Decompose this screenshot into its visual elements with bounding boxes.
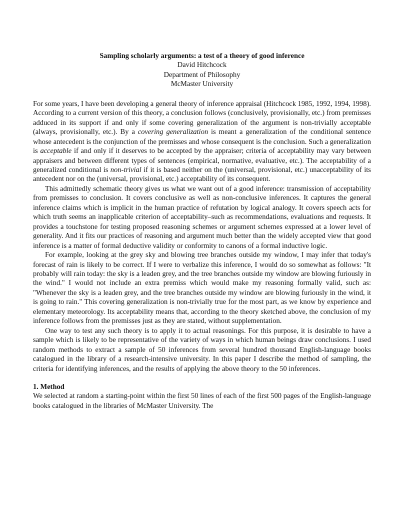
paragraph-2: This admittedly schematic theory gives us what we want out of a good inference: transmission of acceptability from premisses to conclusion. It covers conclusive as well as non-conclusive inferences. It captures the general inference claims which is implicit in the human practice of refutation by logical analogy. It covers speech acts for which truth seems an inapplicable criterion of acceptability–such as recommendations, evaluations and requests. It provides a touchstone for testing proposed reasoning schemes or argument schemes expressed at a lower level of generality. And it fits our practices of reasoning and argument much better than the widely accepted view that good inference is a matter of formal deductive validity or conformity to canons of a formal inductive logic.: [33, 184, 371, 250]
title-block: [33, 52, 371, 90]
method-paragraph: We selected at random a starting-point within the first 50 lines of each of the first 500 pages of the English-language books catalogued in the libraries of McMaster University. The: [33, 392, 371, 410]
section-heading-method: 1. Method: [33, 382, 65, 391]
term-covering-generalization: covering generalization: [137, 128, 209, 137]
author-name: David Hitchcock: [177, 61, 227, 70]
paragraph-1: [33, 100, 371, 185]
department: Department of Philosophy: [163, 70, 241, 79]
paper-title: Sampling scholarly arguments: a test of a theory of good inference: [99, 52, 305, 60]
term-acceptable: acceptable: [40, 147, 72, 156]
paragraph-4: One way to test any such theory is to apply it to actual reasonings. For this purpose, it is desirable to have a sample which is likely to be representative of the variety of ways in which human beings draw conclusions. I used random methods to extract a sample of 50 inferences from several hundred thousand English-language books catalogued in the library of a research-intensive university. In this paper I describe the method of sampling, the criteria for identifying inferences, and the results of applying the above theory to the 50 inferences.: [33, 326, 371, 373]
p1-part-g: if it is based neither on the (universal, provisional, etc.) unacceptability of its antecedent nor on the (universal, provisional, etc.) acceptability of its consequent.: [33, 165, 371, 184]
paper-page: [33, 52, 371, 411]
section-spacer: [33, 374, 371, 383]
p1-part-a: For some years, I have been developing a general theory of inference appraisal (Hitchcock 1985, 1992, 1994, 1998). According to a current version of this theory, a conclusion follows (conclusively, provisionally, etc.) from premisses adduced in its support if and only if some covering generalization of the argument is non-trivially acceptable (always, provisionally, etc.). By a: [33, 99, 371, 137]
paragraph-3: For example, looking at the grey sky and blowing tree branches outside my window, I may infer that today's forecast of rain is likely to be correct. If I were to verbalize this inference, I would do so somewhat as follows: "It probably will rain today: the sky is a leaden grey, and the tree branches outside my window are blowing furiously in the wind." I would not include an extra premiss which would make my reasoning formally valid, such as: "Whenever the sky is a leaden grey, and the tree branches outside my window are blowing furiously in the wind, it is going to rain." This covering generalization is non-trivially true for the most part, as we know by experience and elementary meteorology. Its acceptability means that, according to the theory sketched above, the conclusion of my inference follows from the premisses just as they are stated, without supplementation.: [33, 251, 371, 326]
university: McMaster University: [170, 80, 234, 89]
p1-part-c: is meant a generalization of the conditional sentence whose antecedent is the conjunction of the premisses and whose consequent is the conclusion. Such a generalization is: [33, 128, 371, 156]
term-non-trivial: non-trivial: [110, 165, 142, 174]
p1-part-e: if and only if it deserves to be accepted by the appraiser; criteria of acceptability may vary between appraisers and between different types of sentences (empirical, normative, evaluative, etc.). The acceptability of a generalized conditional is: [33, 147, 371, 174]
